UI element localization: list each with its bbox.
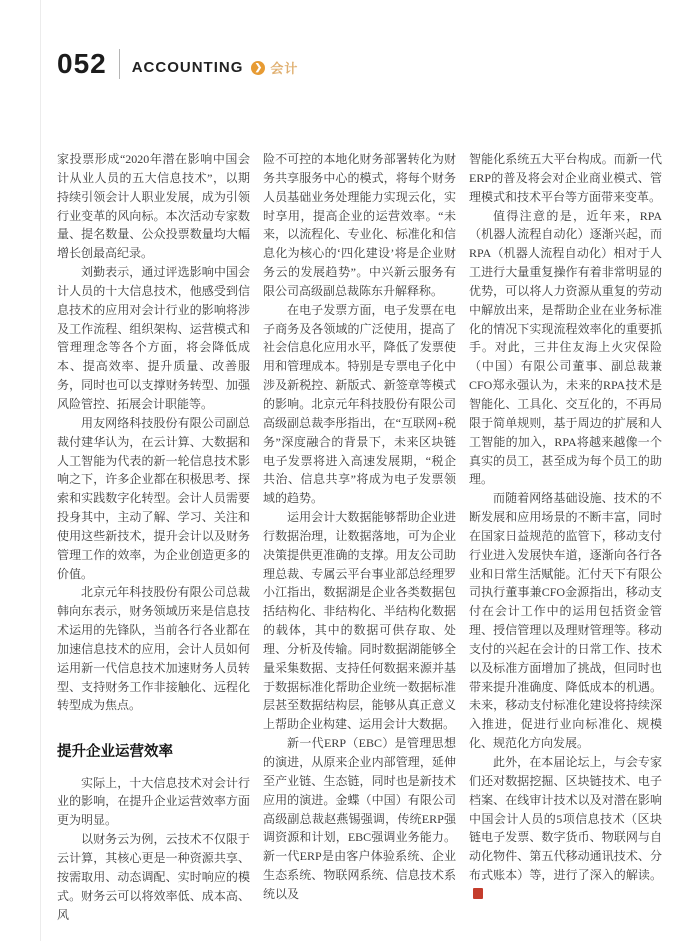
article-paragraph: 此外，在本届论坛上，与会专家们还对数据挖掘、区块链技术、电子档案、在线审计技术以及对潜在影响中国会计人员的5项信息技术（区块链电子发票、数字货币、物联网与自动化物件、第五代移动通讯技术、分布式账本）等，进行了深入的解读。 <box>469 753 662 904</box>
article-end-seal-icon <box>473 888 483 899</box>
article-subheading: 提升企业运营效率 <box>57 744 173 761</box>
article-paragraph: 用友网络科技股份有限公司副总裁付建华认为，在云计算、大数据和人工智能为代表的新一轮信息技术影响之下，许多企业都在积极思考、探索和实践数字化转型。会计人员需要投身其中，主动了解、学习、关注和使用这些新技术，提升会计以及财务管理工作的效率，为企业创造更多的价值。 <box>57 415 250 581</box>
page-edge-line <box>40 0 41 941</box>
article-paragraph: 在电子发票方面，电子发票在电子商务及各领域的广泛使用，提高了社会信息化应用水平，降低了发票使用和管理成本。特别是专票电子化中涉及新税控、新版式、新签章等模式的影响。北京元年科技股份有限公司高级副总裁李彤指出，在“互联网+税务”深度融合的背景下，未来区块链电子发票将进入高速发展期，“税企共治、信息共享”将成为电子发票领域的趋势。 <box>263 302 456 506</box>
article-columns <box>57 150 661 924</box>
article-column-2 <box>263 150 456 924</box>
article-paragraph: 智能化系统五大平台构成。而新一代ERP的普及将会对企业商业模式、管理模式和技术平台等方面带来变革。 <box>469 152 662 204</box>
article-column-1 <box>57 150 250 924</box>
header-divider <box>119 49 120 79</box>
article-paragraph: 新一代ERP（EBC）是管理思想的演进，从原来企业内部管理，延伸至产业链、生态链，同时也是新技术应用的演进。金蝶（中国）有限公司高级副总裁赵燕锡强调，传统ERP强调资源和计划，EBC强调业务能力。新一代ERP是由客户体验系统、企业生态系统、物联网系统、信息技术系统以及 <box>263 736 456 901</box>
article-paragraph: 以财务云为例，云技术不仅限于云计算，其核心更是一种资源共享、按需取用、动态调配、实时响应的模式。财务云可以将效率低、成本高、风 <box>57 832 250 922</box>
article-paragraph: 值得注意的是，近年来，RPA（机器人流程自动化）逐渐兴起，而RPA（机器人流程自动化）相对于人工进行大量重复操作有着非常明显的优势，可以将人力资源从重复的劳动中解放出来，是帮助企业在业务标准化的情况下实现流程效率化的重要抓手。对此，三井住友海上火灾保险（中国）有限公司董事、副总裁兼CFO郑永强认为，未来的RPA技术是智能化、工具化、交互化的，不再局限于简单规则，基于周边的扩展和人工智能的加入，RPA将越来越像一个真实的员工，甚至成为每个员工的助理。 <box>469 208 662 487</box>
section-title-en: ACCOUNTING <box>131 58 244 76</box>
article-paragraph: 实际上，十大信息技术对会计行业的影响，在提升企业运营效率方面更为明显。 <box>57 775 250 828</box>
chevron-right-circle-icon: ❯ <box>251 61 265 75</box>
article-paragraph: 家投票形成“2020年潜在影响中国会计从业人员的五大信息技术”，以期持续引领会计人职业发展，成为引领行业变革的风向标。本次活动专家数量、提名数量、公众投票数量均大幅增长创最高纪录。 <box>57 152 250 261</box>
page-header <box>57 48 298 80</box>
article-paragraph: 险不可控的本地化财务部署转化为财务共享服务中心的模式，将每个财务人员基础业务处理能力实现云化，实时享用，提高企业的运营效率。“未来，以流程化、专业化、标准化和信息化为核心的‘四化建设’将是企业财务云的发展趋势”。中兴新云服务有限公司高级副总裁陈东升解释称。 <box>263 152 456 298</box>
page-number: 052 <box>57 48 107 79</box>
section-title-cn: 会计 <box>270 60 299 76</box>
article-paragraph: 运用会计大数据能够帮助企业进行数据治理，让数据落地，可为企业决策提供更准确的支撑。用友公司助理总裁、专属云平台事业部总经理罗小江指出，数据湖是企业各类数据包括结构化、非结构化、半结构化数据的载体，其中的数据可供存取、处理、分析及传输。同时数据湖能够全量采集数据、支持任何数据来源并基于数据标准化帮助企业统一数据标准层甚至数据结构层，能够从真正意义上帮助企业构建、运用会计大数据。 <box>263 510 456 732</box>
article-column-3 <box>469 150 662 924</box>
article-paragraph: 刘勤表示，通过评选影响中国会计人员的十大信息技术，他感受到信息技术的应用对会计行业的影响将涉及工作流程、组织架构、运营模式和管理理念等各个方面，将会降低成本、提高效率、提升质量、改善服务，同时也可以支撑财务转型、加强风险管控、拓展会计职能等。 <box>57 265 250 411</box>
article-paragraph: 而随着网络基础设施、技术的不断发展和应用场景的不断丰富，同时在国家日益规范的监管下，移动支付行业进入发展快车道，逐渐向各行各业和日常生活赋能。汇付天下有限公司执行董事兼CFO金源指出，移动支付在会计工作中的运用包括资金管理、授信管理以及理财管理等。移动支付的兴起在会计的日常工作、技术以及标准方面增加了挑战，但同时也带来提升准确度、降低成本的机遇。未来，移动支付标准化建设将持续深入推进，促进行业向标准化、规模化、规范化方向发展。 <box>469 491 662 751</box>
article-paragraph: 北京元年科技股份有限公司总裁韩向东表示，财务领域历来是信息技术运用的先锋队，当前各行各业都在加速信息技术的应用，会计人员如何运用新一代信息技术加速财务人员转型、支持财务工作非接触化、远程化转型成为焦点。 <box>57 585 250 713</box>
